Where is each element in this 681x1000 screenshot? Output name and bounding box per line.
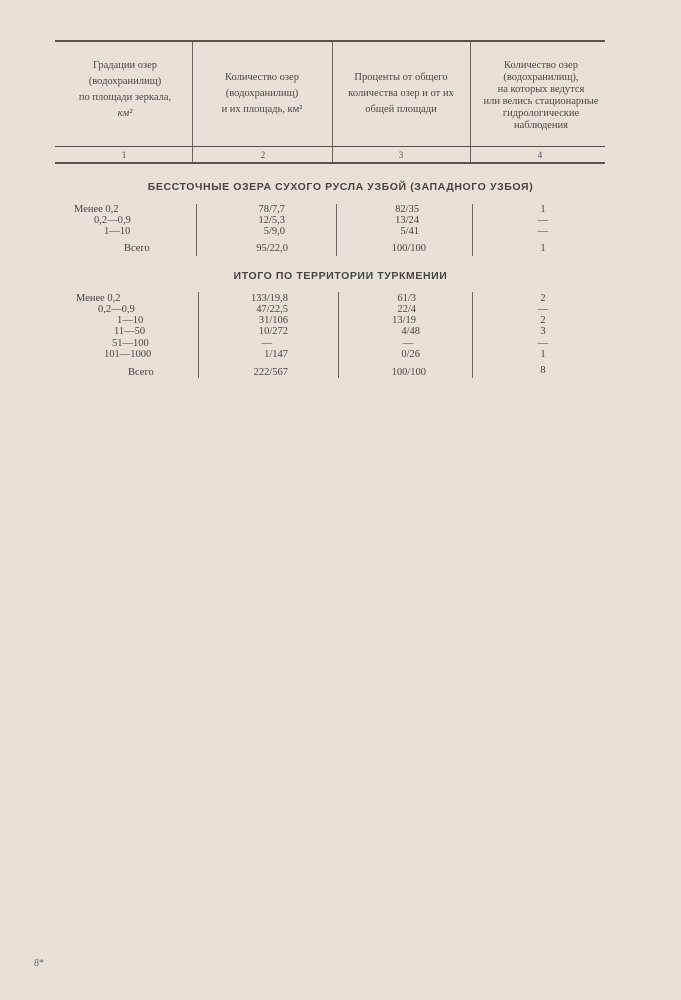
count-cell: 95/22,0	[256, 243, 288, 254]
gradation-cell: 0,2—0,9	[98, 304, 135, 315]
observed-cell: 2	[540, 315, 546, 326]
count-cell: 222/567	[253, 367, 288, 378]
header-col4	[474, 60, 608, 132]
percent-cell: —	[402, 338, 414, 349]
percent-cell: 61/3	[397, 293, 416, 304]
count-cell: 12/5,3	[258, 215, 285, 226]
header-col4-line: (водохранилищ),	[503, 72, 579, 83]
header-divider	[332, 42, 333, 162]
gradation-cell: 51—100	[112, 338, 149, 349]
header-col3	[336, 70, 466, 118]
percent-cell: 4/48	[401, 326, 420, 337]
gradation-cell: 0,2—0,9	[94, 215, 131, 226]
gradation-cell: 1—10	[104, 226, 131, 237]
count-cell: 10/272	[258, 326, 288, 337]
header-col4-line: или велись стационарные	[483, 96, 599, 107]
percent-cell: 13/19	[392, 315, 416, 326]
count-cell: 78/7,7	[258, 204, 285, 215]
percent-cell: 0/26	[401, 349, 420, 360]
section-title: ИТОГО ПО ТЕРРИТОРИИ ТУРКМЕНИИ	[233, 270, 448, 282]
column-divider	[336, 204, 337, 256]
observed-cell: 1	[540, 204, 546, 215]
header-col4-line: на которых ведутся	[497, 84, 585, 95]
header-col1-line: (водохранилищ)	[88, 76, 162, 87]
observed-cell: 1	[540, 243, 546, 254]
total-label: Всего	[124, 243, 150, 254]
column-divider	[196, 204, 197, 256]
header-col1-line: по площади зеркала,	[78, 92, 172, 103]
header-bottom-rule	[55, 162, 605, 164]
header-col2-line: и их площадь, км²	[221, 104, 303, 115]
column-number: 1	[121, 150, 127, 160]
observed-cell: 8	[540, 365, 546, 376]
percent-cell: 5/41	[400, 226, 419, 237]
observed-cell: 3	[540, 326, 546, 337]
column-number: 4	[537, 150, 543, 160]
header-divider	[470, 42, 471, 162]
column-divider	[198, 292, 199, 378]
header-col3-line: Проценты от общего	[354, 72, 448, 83]
header-col4-line: наблюдения	[514, 120, 568, 131]
column-divider	[472, 292, 473, 378]
observed-cell: —	[537, 215, 549, 226]
count-cell: —	[261, 338, 273, 349]
table-top-rule	[55, 40, 605, 42]
observed-cell: —	[537, 338, 549, 349]
gradation-cell: 101—1000	[104, 349, 152, 360]
page-number: 8*	[34, 958, 44, 969]
header-col1	[60, 58, 190, 122]
section-title: БЕССТОЧНЫЕ ОЗЕРА СУХОГО РУСЛА УЗБОЙ (ЗАПАДНОГО УЗБОЯ)	[147, 181, 534, 193]
column-number: 3	[398, 150, 404, 160]
observed-cell: —	[537, 304, 549, 315]
count-cell: 1/147	[264, 349, 288, 360]
gradation-cell: Менее 0,2	[76, 293, 121, 304]
header-col1-line: км²	[117, 108, 133, 119]
header-col4-line: Количество озер	[504, 60, 578, 71]
count-cell: 47/22,5	[256, 304, 288, 315]
column-divider	[338, 292, 339, 378]
header-col4-line: гидрологические	[502, 108, 580, 119]
header-col2-line: (водохранилищ)	[225, 88, 299, 99]
count-cell: 5/9,0	[263, 226, 285, 237]
percent-cell: 22/4	[397, 304, 416, 315]
gradation-cell: 1—10	[117, 315, 144, 326]
gradation-cell: 11—50	[114, 326, 146, 337]
percent-cell: 100/100	[391, 367, 426, 378]
percent-cell: 13/24	[395, 215, 419, 226]
count-cell: 133/19,8	[250, 293, 288, 304]
header-col1-line: Градации озер	[92, 60, 158, 71]
percent-cell: 82/35	[395, 204, 419, 215]
header-divider	[192, 42, 193, 162]
total-label: Всего	[128, 367, 154, 378]
observed-cell: 1	[540, 349, 546, 360]
column-divider	[472, 204, 473, 256]
percent-cell: 100/100	[391, 243, 426, 254]
header-col3-line: общей площади	[365, 104, 437, 115]
gradation-cell: Менее 0,2	[74, 204, 119, 215]
column-number: 2	[260, 150, 266, 160]
header-separator-rule	[55, 146, 605, 147]
header-col2	[196, 70, 328, 118]
header-col3-line: количества озер и от их	[348, 88, 454, 99]
count-cell: 31/106	[258, 315, 288, 326]
observed-cell: —	[537, 226, 549, 237]
header-col2-line: Количество озер	[225, 72, 299, 83]
observed-cell: 2	[540, 293, 546, 304]
